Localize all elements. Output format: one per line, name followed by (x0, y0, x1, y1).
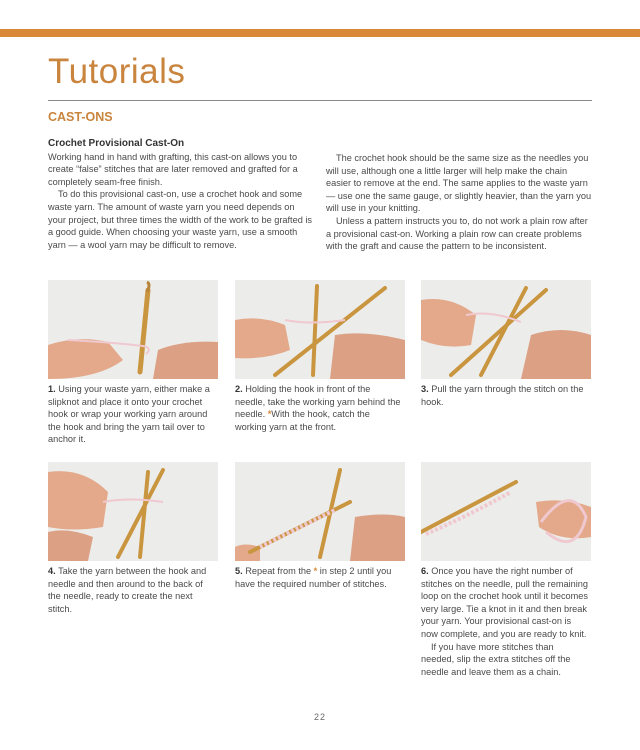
step-instruction: Using your waste yarn, either make a slipknot and place it onto your crochet hook or wrap your working yarn around the hook and bring the yarn tail over to anchor it. (48, 384, 210, 445)
step-number: 2. (235, 384, 243, 394)
step-number: 4. (48, 566, 56, 576)
step-instruction: If you have more stitches than needed, slip the extra stitches off the needle and leave them as a chain. (421, 641, 571, 677)
step-instruction: Holding the hook in front of the needle, take the working yarn behind the needle. (235, 384, 401, 420)
step-5-photo (235, 462, 405, 561)
step-1-text (48, 383, 216, 446)
subheading: Crochet Provisional Cast-On (48, 138, 185, 149)
step-instruction: Repeat from the (245, 566, 314, 576)
step-number: 6. (421, 566, 429, 576)
step-instruction: Take the yarn between the hook and needle and then around to the back of the needle, ready to create the next stitch. (48, 566, 207, 614)
step-number: 5. (235, 566, 243, 576)
step-3-text (421, 383, 589, 408)
page-title: Tutorials (48, 52, 186, 91)
intro-paragraph: Working hand in hand with grafting, this cast-on allows you to create “false” stitches that are later removed and grafted for a completely seam-free finish. (48, 151, 298, 187)
step-6-photo (421, 462, 591, 561)
intro-column-left (48, 138, 314, 251)
step-number: 1. (48, 384, 56, 394)
step-4-photo (48, 462, 218, 561)
step-3-photo (421, 280, 591, 379)
header-accent-bar (0, 29, 640, 37)
section-heading: CAST-ONS (48, 110, 113, 124)
step-instruction: Once you have the right number of stitches on the needle, pull the remaining loop on the crochet hook until it becomes very large. Tie a knot in it and then break your yarn. Your provisional cast-on is now complete, and you are ready to knit. (421, 566, 589, 639)
step-2-text (235, 383, 403, 433)
intro-paragraph: The crochet hook should be the same size as the needles you will use, although one a little larger will help make the chain easier to remove at the end. The same applies to the waste yarn — use one the same gauge, or slightly heavier, than the yarn you will use in your knitting. (326, 153, 592, 214)
title-divider (48, 100, 592, 101)
step-1-photo (48, 280, 218, 379)
step-6-text (421, 565, 589, 678)
step-instruction: With the hook, catch the working yarn at the front. (235, 409, 370, 432)
asterisk-marker: * (313, 566, 318, 576)
step-2-photo (235, 280, 405, 379)
step-number: 3. (421, 384, 429, 394)
intro-paragraph: To do this provisional cast-on, use a crochet hook and some waste yarn. The amount of waste yarn you need depends on your project, but three times the width of the work to be grafted is a good guide. When choosing your waste yarn, use a smooth yarn — a wool yarn may be difficult to remove. (48, 189, 313, 250)
intro-paragraph: Unless a pattern instructs you to, do not work a plain row after a provisional cast-on. Working a plain row can create problems with the graft and cause the pattern to be inconsistent. (326, 215, 588, 252)
step-instruction: in step 2 until you have the required number of stitches. (235, 566, 392, 589)
step-4-text (48, 565, 216, 615)
step-instruction: Pull the yarn through the stitch on the hook. (421, 384, 584, 407)
step-5-text (235, 565, 403, 590)
intro-column-right (326, 152, 592, 253)
asterisk-marker: * (267, 409, 272, 420)
page-number: 22 (313, 712, 326, 722)
